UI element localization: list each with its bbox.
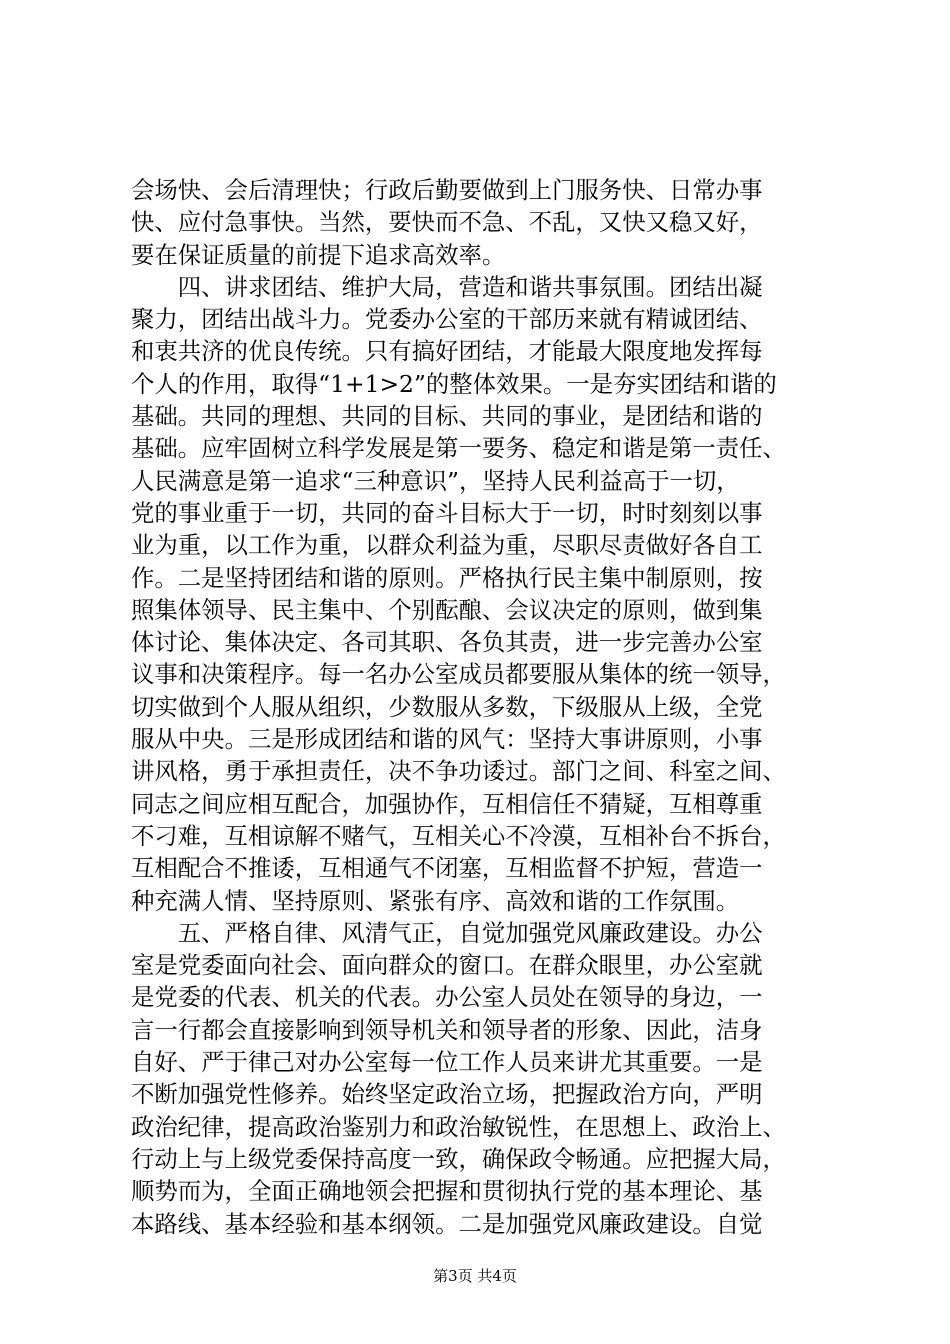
text-line: 顺势而为，全面正确地领会把握和贯彻执行党的基本理论、基 <box>131 1177 763 1206</box>
text-line: 聚力，团结出战斗力。党委办公室的干部历来就有精诚团结、 <box>131 305 763 334</box>
text-line: 党的事业重于一切，共同的奋斗目标大于一切，时时刻刻以事 <box>131 498 763 527</box>
text-line: 室是党委面向社会、面向群众的窗口。在群众眼里，办公室就 <box>131 951 763 980</box>
text-line: 基础。共同的理想、共同的目标、共同的事业，是团结和谐的 <box>131 402 763 431</box>
body-text <box>131 174 823 1240</box>
text-line: 要在保证质量的前提下追求高效率。 <box>131 240 506 269</box>
text-line: 不刁难，互相谅解不赌气，互相关心不冷漠，互相补台不拆台， <box>131 821 786 850</box>
text-line: 言一行都会直接影响到领导机关和领导者的形象、因此，洁身 <box>131 1015 763 1044</box>
text-line: 行动上与上级党委保持高度一致，确保政令畅通。应把握大局， <box>131 1144 786 1173</box>
text-line: 体讨论、集体决定、各司其职、各负其责，进一步完善办公室 <box>131 628 763 657</box>
text-line: 五、严格自律、风清气正，自觉加强党风廉政建设。办公 <box>131 918 763 947</box>
text-line: 是党委的代表、机关的代表。办公室人员处在领导的身边，一 <box>131 983 763 1012</box>
text-line: 个人的作用，取得“1+1>2”的整体效果。一是夯实团结和谐的 <box>131 369 777 398</box>
text-line: 快、应付急事快。当然，要快而不急、不乱，又快又稳又好， <box>131 208 763 237</box>
text-line: 作。二是坚持团结和谐的原则。严格执行民主集中制原则，按 <box>131 563 763 592</box>
text-line: 讲风格，勇于承担责任，决不争功诿过。部门之间、科室之间、 <box>131 757 786 786</box>
text-line: 政治纪律，提高政治鉴别力和政治敏锐性，在思想上、政治上、 <box>131 1112 786 1141</box>
text-line: 不断加强党性修养。始终坚定政治立场，把握政治方向，严明 <box>131 1080 763 1109</box>
text-line: 人民满意是第一追求“三种意识”，坚持人民利益高于一切， <box>131 466 740 495</box>
text-line: 同志之间应相互配合，加强协作，互相信任不猜疑，互相尊重 <box>131 789 763 818</box>
text-line: 切实做到个人服从组织，少数服从多数，下级服从上级，全党 <box>131 692 763 721</box>
text-line: 四、讲求团结、维护大局，营造和谐共事氛围。团结出凝 <box>131 272 763 301</box>
text-line: 会场快、会后清理快；行政后勤要做到上门服务快、日常办事 <box>131 176 763 204</box>
text-line: 业为重，以工作为重，以群众利益为重，尽职尽责做好各自工 <box>131 531 763 560</box>
text-line: 种充满人情、坚持原则、紧张有序、高效和谐的工作氛围。 <box>131 886 740 915</box>
text-line: 和衷共济的优良传统。只有搞好团结，才能最大限度地发挥每 <box>131 337 763 366</box>
page-footer: 第3页 共4页 <box>433 1267 517 1285</box>
text-line: 本路线、基本经验和基本纲领。二是加强党风廉政建设。自觉 <box>131 1209 763 1238</box>
text-line: 自好、严于律己对办公室每一位工作人员来讲尤其重要。一是 <box>131 1048 763 1077</box>
text-line: 基础。应牢固树立科学发展是第一要务、稳定和谐是第一责任、 <box>131 434 786 463</box>
text-line: 照集体领导、民主集中、个别酝酿、会议决定的原则，做到集 <box>131 595 763 624</box>
text-line: 议事和决策程序。每一名办公室成员都要服从集体的统一领导， <box>131 660 786 689</box>
text-line: 互相配合不推诿，互相通气不闭塞，互相监督不护短，营造一 <box>131 854 763 883</box>
text-line: 服从中央。三是形成团结和谐的风气：坚持大事讲原则，小事 <box>131 725 763 754</box>
